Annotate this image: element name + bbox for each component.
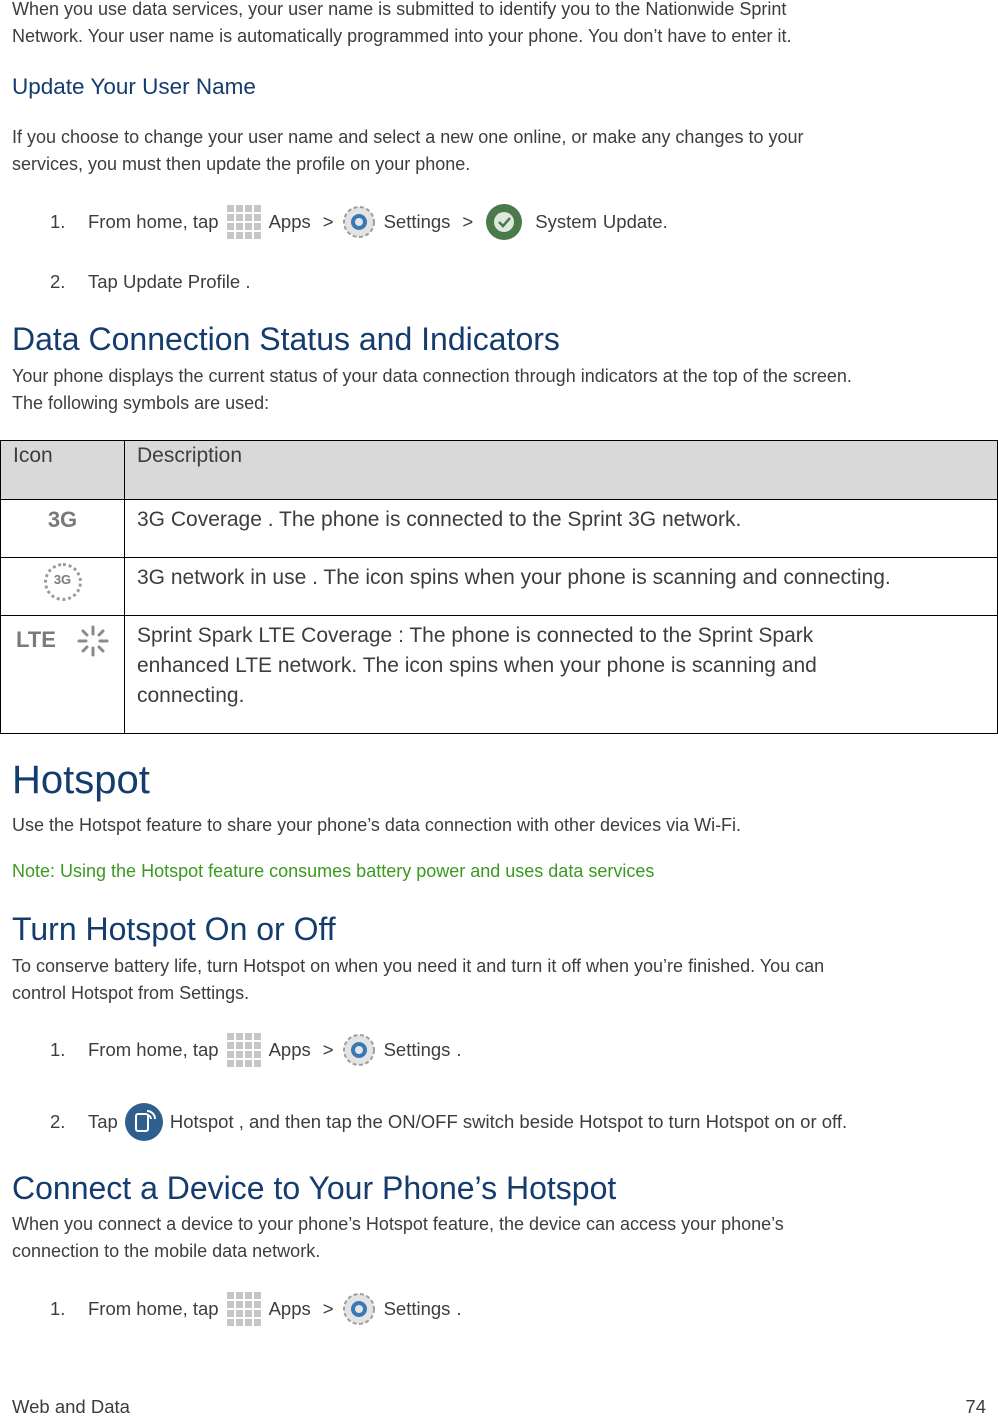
step-text: Tap Update Profile . xyxy=(88,271,251,292)
hotspot-heading: Hotspot xyxy=(12,758,150,802)
lte-desc-line-2: enhanced LTE network. The icon spins when your phone is scanning and xyxy=(137,654,817,677)
update-line-1: If you choose to change your user name and select a new one online, or make any changes to your xyxy=(12,127,804,147)
system-label: System xyxy=(535,211,597,232)
step-number: 2. xyxy=(50,271,66,292)
apps-label: Apps xyxy=(268,1039,311,1060)
turn-hotspot-paragraph xyxy=(12,953,824,1007)
turn-hotspot-heading: Turn Hotspot On or Off xyxy=(12,911,336,947)
connect-device-heading: Connect a Device to Your Phone’s Hotspot xyxy=(12,1170,617,1206)
period: . xyxy=(456,1298,462,1319)
update-step-1 xyxy=(50,202,668,242)
intro-line-1: When you use data services, your user name is submitted to identify you to the Nationwide Sprint xyxy=(12,0,787,19)
settings-label: Settings xyxy=(383,1039,451,1060)
settings-label: Settings xyxy=(383,211,451,232)
table-row xyxy=(1,616,998,734)
settings-icon xyxy=(340,203,378,241)
step-text: Tap xyxy=(88,1111,118,1132)
step-number: 1. xyxy=(50,1298,66,1319)
step-number: 1. xyxy=(50,1039,66,1060)
apps-icon xyxy=(225,203,263,241)
step-number: 1. xyxy=(50,211,66,232)
settings-label: Settings xyxy=(383,1298,451,1319)
data-connection-paragraph xyxy=(12,363,852,417)
system-update-icon xyxy=(485,203,523,241)
table-header-row xyxy=(1,441,998,500)
footer-page-number: 74 xyxy=(965,1396,986,1417)
settings-icon xyxy=(340,1031,378,1069)
header-description: Description xyxy=(125,441,998,500)
settings-icon xyxy=(340,1290,378,1328)
description-cell: 3G network in use . The icon spins when your phone is scanning and connecting. xyxy=(125,558,998,616)
icon-cell xyxy=(1,616,125,734)
lte-desc-line-1: Sprint Spark LTE Coverage : The phone is connected to the Sprint Spark xyxy=(137,624,814,647)
icon-cell xyxy=(1,558,125,616)
turn-hotspot-step-2 xyxy=(50,1100,847,1144)
step-text: From home, tap xyxy=(88,1298,219,1319)
turn-hotspot-step-1 xyxy=(50,1030,462,1070)
3g-in-use-icon xyxy=(44,563,82,601)
apps-icon xyxy=(225,1031,263,1069)
turn-hotspot-line-2: control Hotspot from Settings. xyxy=(12,983,250,1003)
table-row xyxy=(1,500,998,558)
indicator-table xyxy=(0,440,998,734)
connect-device-line-1: When you connect a device to your phone’s Hotspot feature, the device can access your phone’s xyxy=(12,1214,784,1234)
connect-device-step-1 xyxy=(50,1289,462,1329)
data-connection-line-1: Your phone displays the current status of your data connection through indicators at the top of the screen. xyxy=(12,366,852,386)
data-connection-heading: Data Connection Status and Indicators xyxy=(12,321,560,357)
step-text: From home, tap xyxy=(88,211,219,232)
update-label: Update xyxy=(602,211,663,232)
update-line-2: services, you must then update the profile on your phone. xyxy=(12,154,471,174)
icon-cell xyxy=(1,500,125,558)
step-text: Hotspot , and then tap the ON/OFF switch beside Hotspot to turn Hotspot on or off. xyxy=(169,1111,848,1132)
intro-paragraph xyxy=(12,0,791,50)
description-cell xyxy=(125,616,998,734)
data-connection-line-2: The following symbols are used: xyxy=(12,393,270,413)
turn-hotspot-line-1: To conserve battery life, turn Hotspot on when you need it and turn it off when you’re finished. You can xyxy=(12,956,825,976)
3g-in-use-label: 3G xyxy=(53,572,72,587)
table-row xyxy=(1,558,998,616)
hotspot-paragraph: Use the Hotspot feature to share your phone’s data connection with other devices via Wi-Fi. xyxy=(12,815,742,835)
connect-device-line-2: connection to the mobile data network. xyxy=(12,1241,321,1261)
period: . xyxy=(662,211,668,232)
description-cell: 3G Coverage . The phone is connected to the Sprint 3G network. xyxy=(125,500,998,558)
apps-label: Apps xyxy=(268,1298,311,1319)
separator: > xyxy=(322,1298,334,1319)
separator: > xyxy=(322,1039,334,1060)
hotspot-note: Note: Using the Hotspot feature consumes battery power and uses data services xyxy=(12,861,655,881)
connect-device-paragraph xyxy=(12,1211,784,1265)
separator: > xyxy=(322,211,334,232)
header-icon: Icon xyxy=(1,441,125,500)
lte-desc-line-3: connecting. xyxy=(137,684,245,707)
spark-spinner-icon xyxy=(76,624,110,658)
update-step-2 xyxy=(50,271,250,293)
intro-line-2: Network. Your user name is automatically programmed into your phone. You don’t have to enter it. xyxy=(12,26,792,46)
lte-icon: LTE xyxy=(16,626,56,652)
apps-icon xyxy=(225,1290,263,1328)
update-user-name-paragraph xyxy=(12,124,804,178)
footer-section-title: Web and Data xyxy=(12,1396,130,1417)
update-user-name-heading: Update Your User Name xyxy=(12,74,256,99)
apps-label: Apps xyxy=(268,211,311,232)
step-text: From home, tap xyxy=(88,1039,219,1060)
3g-coverage-icon: 3G xyxy=(47,507,78,532)
step-number: 2. xyxy=(50,1111,66,1132)
hotspot-icon xyxy=(124,1102,164,1142)
separator: > xyxy=(462,211,474,232)
period: . xyxy=(456,1039,462,1060)
